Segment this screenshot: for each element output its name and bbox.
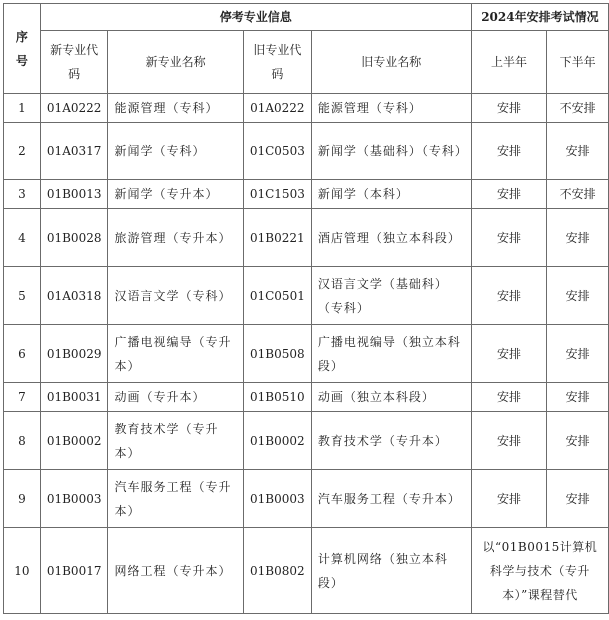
new-code-cell: 01B0017 [40, 528, 108, 614]
new-code-cell: 01B0002 [40, 412, 108, 470]
old-name-cell: 酒店管理（独立本科段） [311, 209, 471, 267]
first-half-cell: 安排 [471, 267, 547, 325]
row-no: 4 [4, 209, 41, 267]
new-name-header: 新专业名称 [108, 31, 243, 94]
second-half-cell: 安排 [547, 325, 609, 383]
second-half-cell: 安排 [547, 470, 609, 528]
second-half-cell: 安排 [547, 383, 609, 412]
old-code-cell: 01C1503 [243, 180, 311, 209]
new-name-cell: 新闻学（专升本） [108, 180, 243, 209]
new-code-cell: 01B0003 [40, 470, 108, 528]
new-code-cell: 01A0317 [40, 123, 108, 180]
old-name-cell: 汉语言文学（基础科）（专科） [311, 267, 471, 325]
table-row [4, 325, 609, 383]
table-wrapper [3, 3, 609, 614]
new-name-cell: 动画（专升本） [108, 383, 243, 412]
table-row [4, 209, 609, 267]
major-exam-table [3, 3, 609, 614]
second-half-header: 下半年 [547, 31, 609, 94]
second-half-cell: 安排 [547, 123, 609, 180]
row-no: 7 [4, 383, 41, 412]
old-name-cell: 能源管理（专科） [311, 94, 471, 123]
row-no: 3 [4, 180, 41, 209]
new-code-cell: 01B0013 [40, 180, 108, 209]
old-code-header: 旧专业代码 [243, 31, 311, 94]
row-no: 10 [4, 528, 41, 614]
exam-group-header: 2024年安排考试情况 [471, 4, 608, 31]
first-half-cell: 安排 [471, 209, 547, 267]
row-no: 5 [4, 267, 41, 325]
old-name-cell: 教育技术学（专升本） [311, 412, 471, 470]
table-row [4, 123, 609, 180]
row-no: 6 [4, 325, 41, 383]
new-name-cell: 能源管理（专科） [108, 94, 243, 123]
table-row [4, 528, 609, 614]
table-row [4, 267, 609, 325]
new-code-header: 新专业代码 [40, 31, 108, 94]
first-half-cell: 安排 [471, 383, 547, 412]
first-half-cell: 安排 [471, 412, 547, 470]
old-code-cell: 01B0508 [243, 325, 311, 383]
second-half-cell: 安排 [547, 267, 609, 325]
old-name-cell: 汽车服务工程（专升本） [311, 470, 471, 528]
second-half-cell: 不安排 [547, 94, 609, 123]
first-half-cell: 安排 [471, 470, 547, 528]
new-name-cell: 汽车服务工程（专升本） [108, 470, 243, 528]
second-half-cell: 安排 [547, 412, 609, 470]
row-no: 2 [4, 123, 41, 180]
old-code-cell: 01B0510 [243, 383, 311, 412]
seq-header: 序号 [4, 4, 41, 94]
new-code-cell: 01B0028 [40, 209, 108, 267]
row-no: 9 [4, 470, 41, 528]
new-code-cell: 01A0318 [40, 267, 108, 325]
substitution-note-cell: 以“01B0015计算机科学与技术（专升本）”课程替代 [471, 528, 608, 614]
first-half-cell: 安排 [471, 94, 547, 123]
old-name-header: 旧专业名称 [311, 31, 471, 94]
new-name-cell: 旅游管理（专升本） [108, 209, 243, 267]
new-code-cell: 01B0029 [40, 325, 108, 383]
stopped-group-header: 停考专业信息 [40, 4, 471, 31]
old-code-cell: 01B0221 [243, 209, 311, 267]
first-half-cell: 安排 [471, 123, 547, 180]
old-name-cell: 动画（独立本科段） [311, 383, 471, 412]
old-code-cell: 01C0501 [243, 267, 311, 325]
new-name-cell: 汉语言文学（专科） [108, 267, 243, 325]
second-half-cell: 不安排 [547, 180, 609, 209]
old-name-cell: 新闻学（基础科）（专科） [311, 123, 471, 180]
new-name-cell: 教育技术学（专升本） [108, 412, 243, 470]
new-name-cell: 网络工程（专升本） [108, 528, 243, 614]
table-row [4, 180, 609, 209]
header-row-sub [4, 31, 609, 94]
first-half-cell: 安排 [471, 325, 547, 383]
old-code-cell: 01B0002 [243, 412, 311, 470]
old-code-cell: 01C0503 [243, 123, 311, 180]
old-code-cell: 01B0003 [243, 470, 311, 528]
new-code-cell: 01A0222 [40, 94, 108, 123]
row-no: 1 [4, 94, 41, 123]
old-code-cell: 01B0802 [243, 528, 311, 614]
first-half-header: 上半年 [471, 31, 547, 94]
old-name-cell: 计算机网络（独立本科段） [311, 528, 471, 614]
table-row [4, 470, 609, 528]
old-name-cell: 广播电视编导（独立本科段） [311, 325, 471, 383]
new-code-cell: 01B0031 [40, 383, 108, 412]
header-row-top [4, 4, 609, 31]
old-code-cell: 01A0222 [243, 94, 311, 123]
new-name-cell: 广播电视编导（专升本） [108, 325, 243, 383]
row-no: 8 [4, 412, 41, 470]
table-row [4, 412, 609, 470]
new-name-cell: 新闻学（专科） [108, 123, 243, 180]
table-row [4, 383, 609, 412]
second-half-cell: 安排 [547, 209, 609, 267]
first-half-cell: 安排 [471, 180, 547, 209]
old-name-cell: 新闻学（本科） [311, 180, 471, 209]
table-row [4, 94, 609, 123]
